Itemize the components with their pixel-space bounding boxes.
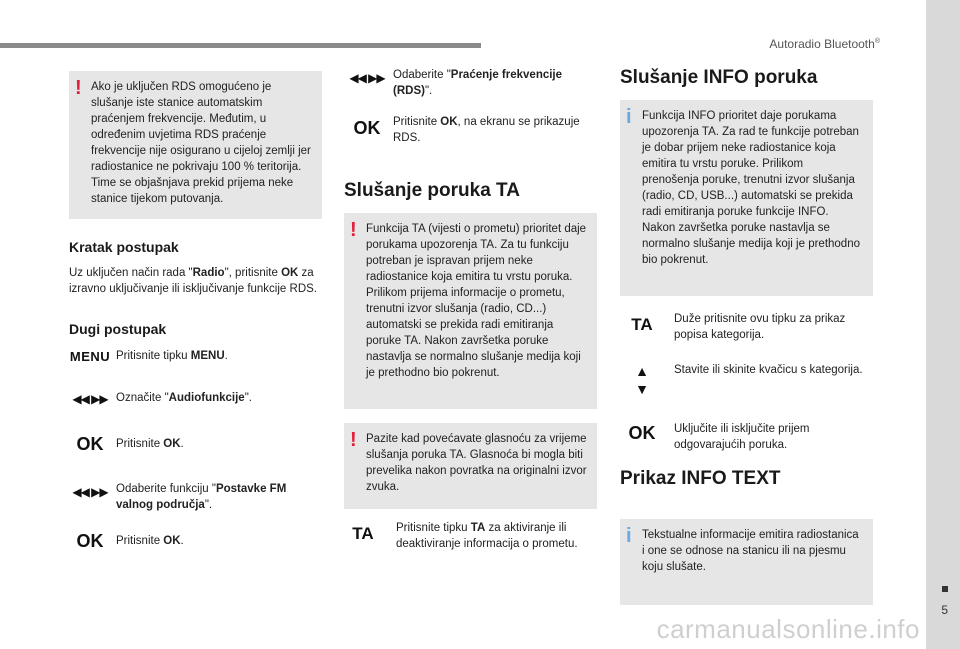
info-icon: i (626, 106, 632, 128)
step-text: Odaberite funkciju "Postavke FM valnog područja". (116, 483, 287, 511)
step-postavke-fm (64, 481, 314, 513)
step-audiofunkcije (64, 390, 314, 406)
kratak-postupak-text: Uz uključen način rada "Radio", pritisnite OK za izravno uključivanje ili isključivanje funkcije RDS. (69, 267, 317, 295)
step-categories (616, 362, 876, 398)
volume-warning-text: Pazite kad povećavate glasnoću za vrijeme slušanja poruka TA. Glasnoća bi mogla biti prevelika nakon povratka na originalni izvor zvuka. (366, 433, 587, 493)
ok-button-icon: OK (76, 531, 104, 551)
menu-button-icon: MENU (69, 349, 111, 364)
infotext-section-heading: Prikaz INFO TEXT (620, 468, 781, 489)
step-ok-1 (64, 434, 314, 455)
step-ok-info (616, 421, 876, 453)
step-text: Pritisnite OK. (116, 535, 184, 547)
step-text: Pritisnite OK. (116, 438, 184, 450)
ta-button-icon: TA (631, 315, 653, 334)
ta-button-icon: TA (352, 524, 374, 543)
warning-icon: ! (350, 429, 357, 451)
ta-warning-box (344, 213, 597, 409)
step-ta-long-press (616, 311, 876, 343)
step-text: Odaberite "Praćenje frekvencije (RDS)". (393, 69, 563, 97)
step-text: Pritisnite tipku MENU. (116, 350, 228, 362)
ta-warning-text: Funkcija TA (vijesti o prometu) prioritet daje porukama upozorenja TA. Za tu funkciju potreban je ispravan prijem neke radiostanice koja emitira tu vrstu poruka. Prilikom prijema informacije o prometu, trenutni izvor slušanja (radio, CD...) automatski se prekida radi emitiranja poruke TA. Nakon završetka poruke nastavlja se normalno slušanje medija koji je prethodno bio pokrenut. (366, 223, 587, 379)
step-text: Pritisnite tipku TA za aktiviranje ili deaktiviranje informacija o prometu. (396, 522, 578, 550)
watermark: carmanualsonline.info (656, 614, 920, 644)
info-section-heading: Slušanje INFO poruka (620, 67, 818, 88)
kratak-postupak-heading: Kratak postupak (69, 239, 179, 255)
info-note-text: Funkcija INFO prioritet daje porukama upozorenja TA. Za rad te funkcije potreban je dobar prijem neke radiostanice koja emitira tu vrstu poruke. Prilikom prenošenja poruke, trenutni izvor slušanja (radio, CD, USB...) automatski se prekida radi emitiranja poruke funkcije INFO. Nakon završetka poruke nastavlja se normalno slušanje medija koji je prethodno bio pokrenut. (642, 110, 860, 266)
left-right-arrows-icon: ◀◀ ▶▶ (349, 71, 385, 85)
page-number: 5 (941, 603, 948, 617)
dugi-postupak-heading: Dugi postupak (69, 321, 167, 337)
step-text: Stavite ili skinite kvačicu s kategorija. (674, 364, 863, 376)
step-text: Uključite ili isključite prijem odgovarajućih poruka. (674, 423, 810, 451)
step-pracenje-frekvencije (341, 67, 596, 99)
left-right-arrows-icon: ◀◀ ▶▶ (72, 392, 108, 406)
up-down-arrows-icon: ▲ ▼ (635, 363, 649, 397)
step-ok-rds (341, 114, 596, 146)
sidebar-marker (942, 586, 948, 592)
header-rule (0, 43, 481, 48)
step-text: Duže pritisnite ovu tipku za prikaz popisa kategorija. (674, 313, 846, 341)
rds-warning-text: Ako je uključen RDS omogućeno je slušanje iste stanice automatskim praćenjem frekvencije. Međutim, u određenim uvjetima RDS praćenje frekvencije nije osigurano u cijeloj zemlji jer radiostanice ne pokrivaju 100 % teritorija. Time se objašnjava prekid prijema neke stanice tijekom putovanja. (91, 81, 311, 205)
warning-icon: ! (350, 219, 357, 241)
ok-button-icon: OK (76, 434, 104, 454)
volume-warning-box (344, 423, 597, 509)
infotext-note-box (620, 519, 873, 605)
ok-button-icon: OK (353, 118, 381, 138)
warning-icon: ! (75, 77, 82, 99)
page-header-title: Autoradio Bluetooth® (769, 37, 880, 51)
info-icon: i (626, 525, 632, 547)
info-note-box (620, 100, 873, 296)
step-ok-2 (64, 531, 314, 552)
ta-section-heading: Slušanje poruka TA (344, 180, 520, 201)
ok-button-icon: OK (628, 423, 656, 443)
page-sidebar (926, 0, 960, 649)
step-ta-toggle (337, 520, 597, 552)
rds-warning-box (69, 71, 322, 219)
infotext-note-text: Tekstualne informacije emitira radiostanica i one se odnose na stanicu ili na pjesmu koju slušate. (642, 529, 859, 573)
step-text: Pritisnite OK, na ekranu se prikazuje RDS. (393, 116, 580, 144)
left-right-arrows-icon: ◀◀ ▶▶ (72, 485, 108, 499)
step-text: Označite "Audiofunkcije". (116, 392, 252, 404)
step-menu (64, 348, 314, 364)
